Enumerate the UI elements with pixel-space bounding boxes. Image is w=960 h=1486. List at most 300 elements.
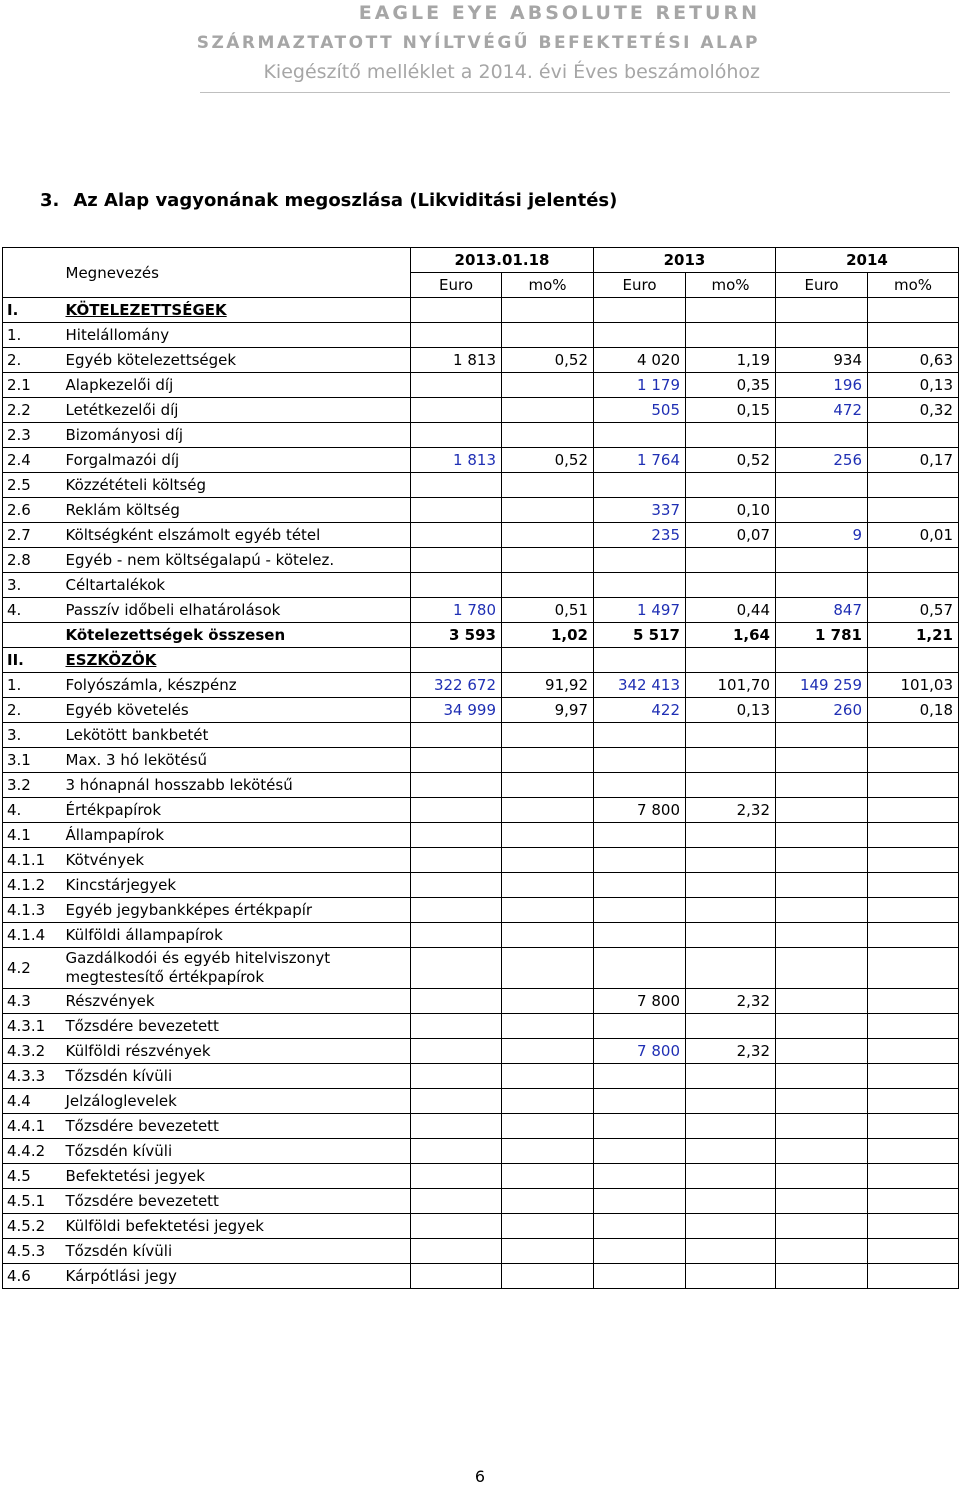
cell-euro-1 — [411, 1014, 502, 1039]
row-name: Kárpótlási jegy — [62, 1264, 411, 1289]
row-name: Letétkezelői díj — [62, 398, 411, 423]
cell-euro-2 — [594, 473, 686, 498]
cell-euro-1 — [411, 1264, 502, 1289]
table-row — [3, 1239, 959, 1264]
cell-pct-1 — [502, 398, 594, 423]
cell-euro-1 — [411, 798, 502, 823]
cell-euro-2: 7 800 — [594, 989, 686, 1014]
table-row — [3, 423, 959, 448]
row-name: Tőzsdére bevezetett — [62, 1014, 411, 1039]
cell-euro-3: 196 — [776, 373, 868, 398]
cell-pct-1 — [502, 548, 594, 573]
cell-euro-2: 342 413 — [594, 673, 686, 698]
row-index: 4.6 — [3, 1264, 62, 1289]
row-index: 4.1.2 — [3, 873, 62, 898]
cell-euro-3 — [776, 1189, 868, 1214]
row-index: 4.4.2 — [3, 1139, 62, 1164]
row-name — [62, 648, 411, 673]
section-title-text: Az Alap vagyonának megoszlása (Likviditási jelentés) — [73, 190, 618, 211]
cell-pct-1 — [502, 1064, 594, 1089]
row-name: Közzétételi költség — [62, 473, 411, 498]
cell-pct-3: 0,18 — [868, 698, 959, 723]
cell-euro-2: 7 800 — [594, 798, 686, 823]
row-index: 1. — [3, 673, 62, 698]
cell-euro-3 — [776, 748, 868, 773]
cell-euro-1: 322 672 — [411, 673, 502, 698]
cell-pct-1: 0,51 — [502, 598, 594, 623]
row-name: Külföldi részvények — [62, 1039, 411, 1064]
period-header-row — [3, 248, 959, 273]
cell-euro-1 — [411, 1089, 502, 1114]
row-index: 4.5.1 — [3, 1189, 62, 1214]
cell-pct-1 — [502, 923, 594, 948]
cell-euro-1 — [411, 1189, 502, 1214]
cell-euro-1 — [411, 989, 502, 1014]
row-index: 4. — [3, 598, 62, 623]
cell-pct-2: 0,07 — [686, 523, 776, 548]
row-name: Tőzsdén kívüli — [62, 1239, 411, 1264]
cell-euro-2 — [594, 873, 686, 898]
table-row — [3, 923, 959, 948]
cell-pct-3 — [868, 948, 959, 989]
cell-euro-1: 34 999 — [411, 698, 502, 723]
cell-euro-3: 472 — [776, 398, 868, 423]
cell-euro-3 — [776, 923, 868, 948]
cell-euro-3 — [776, 848, 868, 873]
row-name: Max. 3 hó lekötésű — [62, 748, 411, 773]
column-header-euro-1: Euro — [411, 273, 502, 298]
row-name: Tőzsdén kívüli — [62, 1064, 411, 1089]
cell-pct-2: 101,70 — [686, 673, 776, 698]
cell-pct-3 — [868, 573, 959, 598]
table-row — [3, 898, 959, 923]
row-name: Gazdálkodói és egyéb hitelviszonyt megtestesítő értékpapírok — [62, 948, 411, 989]
cell-pct-1 — [502, 848, 594, 873]
cell-euro-1: 1 780 — [411, 598, 502, 623]
cell-pct-1 — [502, 1114, 594, 1139]
cell-pct-2: 1,19 — [686, 348, 776, 373]
table-row — [3, 298, 959, 323]
table-body — [3, 248, 959, 1289]
row-index: 2.5 — [3, 473, 62, 498]
cell-pct-3: 101,03 — [868, 673, 959, 698]
cell-euro-3 — [776, 1089, 868, 1114]
cell-euro-3 — [776, 773, 868, 798]
cell-pct-2 — [686, 748, 776, 773]
cell-euro-3: 1 781 — [776, 623, 868, 648]
cell-euro-2 — [594, 423, 686, 448]
cell-pct-2 — [686, 923, 776, 948]
row-name: Tőzsdére bevezetett — [62, 1189, 411, 1214]
cell-pct-1: 0,52 — [502, 448, 594, 473]
row-name: Részvények — [62, 989, 411, 1014]
cell-pct-2 — [686, 1164, 776, 1189]
column-header-pct-1: mo% — [502, 273, 594, 298]
row-index: 3.1 — [3, 748, 62, 773]
column-header-name: Megnevezés — [62, 248, 411, 298]
cell-pct-1 — [502, 1189, 594, 1214]
cell-euro-1 — [411, 948, 502, 989]
cell-euro-2: 4 020 — [594, 348, 686, 373]
cell-pct-1 — [502, 1014, 594, 1039]
row-index — [3, 623, 62, 648]
cell-euro-2: 5 517 — [594, 623, 686, 648]
row-name: Befektetési jegyek — [62, 1164, 411, 1189]
table-row — [3, 1064, 959, 1089]
row-name: Külföldi befektetési jegyek — [62, 1214, 411, 1239]
header-index-cell — [3, 248, 62, 298]
table-row — [3, 1164, 959, 1189]
cell-pct-3: 0,32 — [868, 398, 959, 423]
cell-euro-1 — [411, 748, 502, 773]
cell-euro-2 — [594, 848, 686, 873]
table-row — [3, 1214, 959, 1239]
cell-pct-3 — [868, 1064, 959, 1089]
cell-pct-1: 0,52 — [502, 348, 594, 373]
row-index: 2. — [3, 348, 62, 373]
cell-euro-2 — [594, 1089, 686, 1114]
row-index: 4.5 — [3, 1164, 62, 1189]
row-name: Alapkezelői díj — [62, 373, 411, 398]
row-index: 4.1.4 — [3, 923, 62, 948]
row-name: Jelzáloglevelek — [62, 1089, 411, 1114]
cell-pct-1 — [502, 1039, 594, 1064]
cell-euro-2: 1 179 — [594, 373, 686, 398]
table-row — [3, 398, 959, 423]
cell-pct-2: 0,10 — [686, 498, 776, 523]
liquidity-table — [2, 247, 959, 1289]
cell-euro-2: 7 800 — [594, 1039, 686, 1064]
section-title — [40, 190, 617, 211]
cell-pct-3 — [868, 798, 959, 823]
table-row — [3, 498, 959, 523]
table-row — [3, 989, 959, 1014]
cell-pct-3 — [868, 873, 959, 898]
cell-euro-1 — [411, 1064, 502, 1089]
row-name: Kincstárjegyek — [62, 873, 411, 898]
table-row — [3, 1114, 959, 1139]
cell-euro-3 — [776, 548, 868, 573]
column-header-period-2: 2013 — [594, 248, 776, 273]
cell-pct-2 — [686, 823, 776, 848]
cell-euro-3 — [776, 298, 868, 323]
row-index: 3. — [3, 573, 62, 598]
cell-euro-3: 9 — [776, 523, 868, 548]
page-number: 6 — [474, 1467, 486, 1486]
report-subtitle: Kiegészítő melléklet a 2014. évi Éves beszámolóhoz — [263, 61, 760, 83]
row-name: Forgalmazói díj — [62, 448, 411, 473]
cell-euro-1 — [411, 323, 502, 348]
cell-euro-3 — [776, 873, 868, 898]
row-name: Egyéb - nem költségalapú - kötelez. — [62, 548, 411, 573]
cell-pct-1 — [502, 498, 594, 523]
cell-euro-1 — [411, 898, 502, 923]
row-index: 4.2 — [3, 948, 62, 989]
row-index: 3. — [3, 723, 62, 748]
cell-euro-2 — [594, 948, 686, 989]
cell-pct-3 — [868, 1214, 959, 1239]
cell-pct-2: 0,44 — [686, 598, 776, 623]
header-divider — [200, 92, 950, 93]
column-header-period-3: 2014 — [776, 248, 959, 273]
cell-euro-2 — [594, 1064, 686, 1089]
cell-euro-3 — [776, 1214, 868, 1239]
cell-pct-2 — [686, 1264, 776, 1289]
cell-euro-2 — [594, 1114, 686, 1139]
cell-euro-3 — [776, 798, 868, 823]
table-row — [3, 323, 959, 348]
cell-pct-2: 0,13 — [686, 698, 776, 723]
table-row — [3, 623, 959, 648]
cell-euro-1 — [411, 398, 502, 423]
cell-euro-2 — [594, 748, 686, 773]
cell-pct-3 — [868, 1264, 959, 1289]
row-name — [62, 298, 411, 323]
cell-euro-3 — [776, 1064, 868, 1089]
table-row — [3, 598, 959, 623]
row-index: 2. — [3, 698, 62, 723]
table-row — [3, 548, 959, 573]
row-name: Kötvények — [62, 848, 411, 873]
cell-euro-1 — [411, 523, 502, 548]
row-index: 2.7 — [3, 523, 62, 548]
cell-euro-1 — [411, 573, 502, 598]
cell-euro-2: 505 — [594, 398, 686, 423]
column-header-pct-3: mo% — [868, 273, 959, 298]
row-name: Céltartalékok — [62, 573, 411, 598]
cell-pct-1 — [502, 523, 594, 548]
row-name: Tőzsdén kívüli — [62, 1139, 411, 1164]
cell-euro-1 — [411, 823, 502, 848]
cell-pct-2 — [686, 648, 776, 673]
cell-euro-1 — [411, 1164, 502, 1189]
cell-pct-2 — [686, 723, 776, 748]
cell-pct-2: 2,32 — [686, 1039, 776, 1064]
cell-pct-3: 1,21 — [868, 623, 959, 648]
table-row — [3, 773, 959, 798]
cell-pct-2 — [686, 573, 776, 598]
row-index: 4.3.2 — [3, 1039, 62, 1064]
cell-euro-3 — [776, 948, 868, 989]
cell-pct-2: 2,32 — [686, 798, 776, 823]
cell-euro-3 — [776, 1264, 868, 1289]
cell-pct-3 — [868, 298, 959, 323]
table-row — [3, 1189, 959, 1214]
row-name: 3 hónapnál hosszabb lekötésű — [62, 773, 411, 798]
cell-euro-3 — [776, 898, 868, 923]
cell-pct-2 — [686, 1114, 776, 1139]
row-index: 4.5.3 — [3, 1239, 62, 1264]
table-row — [3, 848, 959, 873]
cell-pct-1 — [502, 948, 594, 989]
cell-euro-1 — [411, 548, 502, 573]
cell-pct-3 — [868, 1239, 959, 1264]
cell-pct-2 — [686, 1089, 776, 1114]
cell-euro-3 — [776, 1114, 868, 1139]
cell-euro-1 — [411, 423, 502, 448]
cell-pct-3 — [868, 1039, 959, 1064]
cell-euro-1 — [411, 1239, 502, 1264]
cell-euro-3 — [776, 648, 868, 673]
cell-euro-2 — [594, 723, 686, 748]
table-row — [3, 648, 959, 673]
row-index: 4. — [3, 798, 62, 823]
cell-pct-2: 0,15 — [686, 398, 776, 423]
row-name: Költségként elszámolt egyéb tétel — [62, 523, 411, 548]
cell-euro-2: 422 — [594, 698, 686, 723]
cell-pct-2 — [686, 1014, 776, 1039]
cell-pct-2 — [686, 1214, 776, 1239]
cell-euro-3: 256 — [776, 448, 868, 473]
cell-euro-1 — [411, 298, 502, 323]
cell-pct-3: 0,63 — [868, 348, 959, 373]
cell-pct-3 — [868, 323, 959, 348]
cell-pct-3 — [868, 648, 959, 673]
fund-name-line2: SZÁRMAZTATOTT NYÍLTVÉGŰ BEFEKTETÉSI ALAP — [196, 33, 760, 53]
cell-pct-2: 0,52 — [686, 448, 776, 473]
cell-pct-3 — [868, 1089, 959, 1114]
cell-euro-3 — [776, 473, 868, 498]
cell-pct-3 — [868, 1014, 959, 1039]
cell-pct-1: 1,02 — [502, 623, 594, 648]
cell-pct-3 — [868, 548, 959, 573]
section-heading: KÖTELEZETTSÉGEK — [65, 301, 227, 319]
table-row — [3, 1089, 959, 1114]
cell-euro-3 — [776, 989, 868, 1014]
table-row — [3, 573, 959, 598]
cell-euro-2 — [594, 1164, 686, 1189]
table-row — [3, 448, 959, 473]
cell-pct-1: 91,92 — [502, 673, 594, 698]
row-name: Állampapírok — [62, 823, 411, 848]
row-index: 4.3.1 — [3, 1014, 62, 1039]
cell-euro-2: 235 — [594, 523, 686, 548]
table-row — [3, 473, 959, 498]
cell-pct-2: 0,35 — [686, 373, 776, 398]
cell-pct-2 — [686, 1139, 776, 1164]
cell-pct-2 — [686, 1239, 776, 1264]
cell-pct-1 — [502, 323, 594, 348]
row-name: Reklám költség — [62, 498, 411, 523]
cell-pct-3: 0,17 — [868, 448, 959, 473]
cell-pct-1 — [502, 798, 594, 823]
cell-euro-1: 1 813 — [411, 348, 502, 373]
table-row — [3, 823, 959, 848]
cell-euro-2 — [594, 573, 686, 598]
cell-pct-1 — [502, 989, 594, 1014]
cell-pct-3: 0,01 — [868, 523, 959, 548]
cell-euro-2 — [594, 823, 686, 848]
cell-pct-3 — [868, 989, 959, 1014]
cell-pct-1 — [502, 773, 594, 798]
cell-pct-3 — [868, 1114, 959, 1139]
cell-pct-1 — [502, 1164, 594, 1189]
cell-euro-3 — [776, 1164, 868, 1189]
column-header-period-1: 2013.01.18 — [411, 248, 594, 273]
cell-euro-2 — [594, 548, 686, 573]
row-name: Értékpapírok — [62, 798, 411, 823]
cell-euro-2 — [594, 1239, 686, 1264]
row-index: 2.1 — [3, 373, 62, 398]
cell-pct-3: 0,57 — [868, 598, 959, 623]
cell-pct-1 — [502, 823, 594, 848]
row-index: 4.4.1 — [3, 1114, 62, 1139]
cell-pct-3: 0,13 — [868, 373, 959, 398]
cell-euro-3: 260 — [776, 698, 868, 723]
cell-euro-2: 337 — [594, 498, 686, 523]
cell-euro-3 — [776, 723, 868, 748]
row-index: 3.2 — [3, 773, 62, 798]
cell-pct-3 — [868, 748, 959, 773]
table-row — [3, 1264, 959, 1289]
cell-euro-1 — [411, 773, 502, 798]
column-header-euro-3: Euro — [776, 273, 868, 298]
cell-pct-2: 2,32 — [686, 989, 776, 1014]
cell-pct-2 — [686, 948, 776, 989]
table-row — [3, 948, 959, 989]
cell-euro-1 — [411, 1139, 502, 1164]
cell-pct-1 — [502, 723, 594, 748]
row-index: 4.5.2 — [3, 1214, 62, 1239]
row-name: Egyéb jegybankképes értékpapír — [62, 898, 411, 923]
cell-pct-3 — [868, 423, 959, 448]
cell-euro-2 — [594, 1214, 686, 1239]
cell-euro-1 — [411, 873, 502, 898]
table-row — [3, 1139, 959, 1164]
table-row — [3, 673, 959, 698]
cell-euro-3 — [776, 1239, 868, 1264]
cell-pct-1: 9,97 — [502, 698, 594, 723]
cell-euro-2 — [594, 1139, 686, 1164]
cell-euro-1 — [411, 648, 502, 673]
cell-euro-3 — [776, 323, 868, 348]
cell-pct-2 — [686, 848, 776, 873]
row-index: 2.3 — [3, 423, 62, 448]
cell-pct-1 — [502, 423, 594, 448]
cell-euro-3 — [776, 1039, 868, 1064]
cell-euro-2 — [594, 648, 686, 673]
cell-pct-3 — [868, 923, 959, 948]
cell-pct-3 — [868, 848, 959, 873]
cell-pct-1 — [502, 1264, 594, 1289]
table-row — [3, 723, 959, 748]
row-index: 4.4 — [3, 1089, 62, 1114]
cell-euro-2: 1 764 — [594, 448, 686, 473]
row-index: 4.1 — [3, 823, 62, 848]
cell-pct-3 — [868, 773, 959, 798]
cell-euro-3 — [776, 1014, 868, 1039]
cell-pct-1 — [502, 473, 594, 498]
table-row — [3, 798, 959, 823]
cell-euro-1: 3 593 — [411, 623, 502, 648]
row-name: Passzív időbeli elhatárolások — [62, 598, 411, 623]
cell-pct-1 — [502, 648, 594, 673]
cell-euro-1 — [411, 848, 502, 873]
cell-euro-2 — [594, 1264, 686, 1289]
column-header-pct-2: mo% — [686, 273, 776, 298]
table-row — [3, 523, 959, 548]
row-name: Egyéb kötelezettségek — [62, 348, 411, 373]
row-name: Hitelállomány — [62, 323, 411, 348]
cell-euro-2 — [594, 1014, 686, 1039]
row-name: Folyószámla, készpénz — [62, 673, 411, 698]
fund-name-line1: EAGLE EYE ABSOLUTE RETURN — [358, 2, 760, 24]
row-name: Tőzsdére bevezetett — [62, 1114, 411, 1139]
cell-euro-3 — [776, 1139, 868, 1164]
cell-pct-3 — [868, 723, 959, 748]
row-index: II. — [3, 648, 62, 673]
cell-pct-1 — [502, 873, 594, 898]
